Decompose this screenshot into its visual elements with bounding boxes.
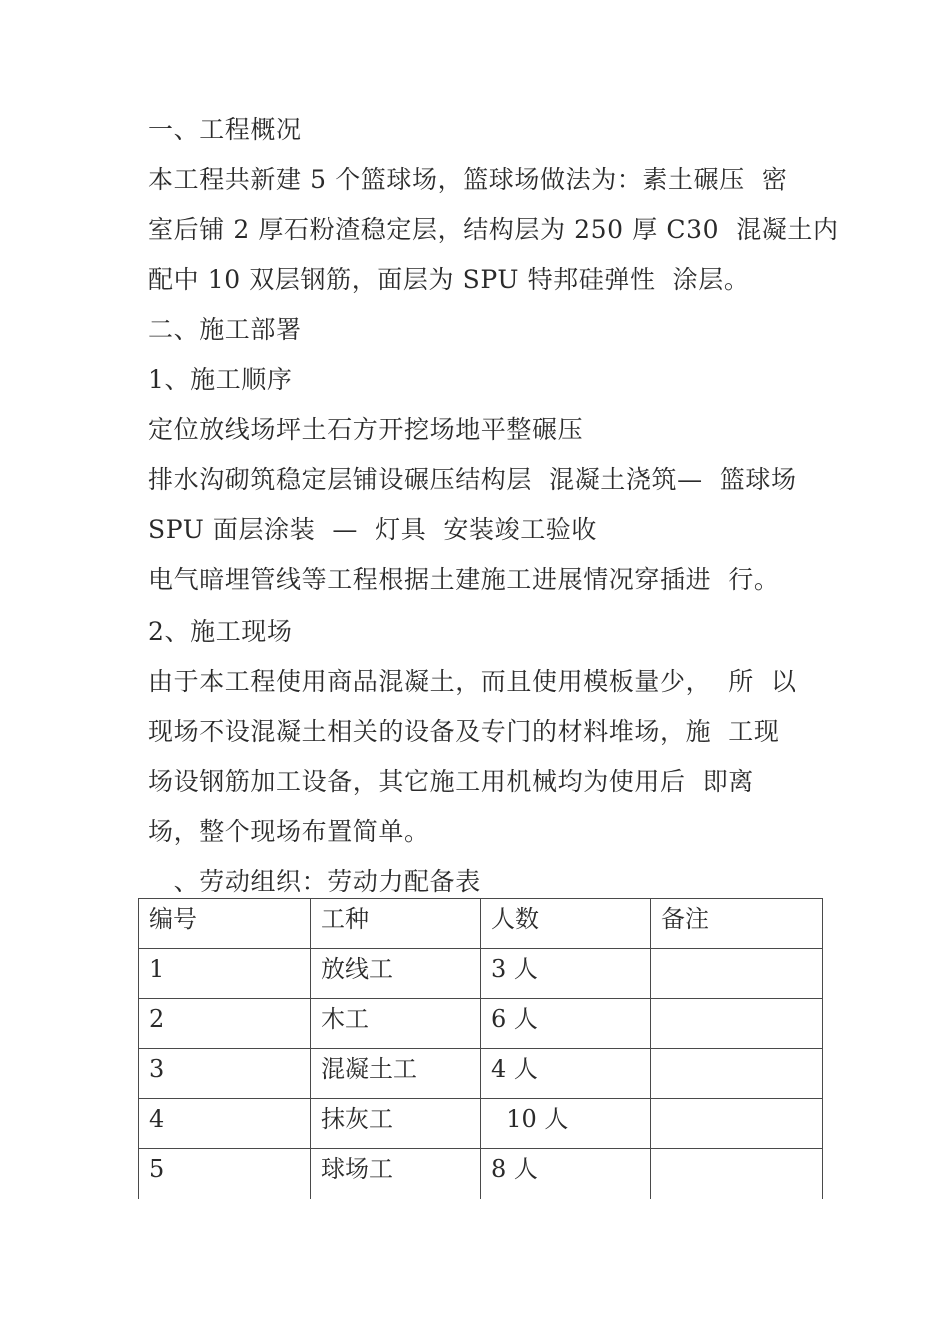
cell-headcount: 8 人: [481, 1149, 651, 1199]
paragraph-line: 排水沟砌筑稳定层铺设碾压结构层 混凝土浇筑— 篮球场: [148, 465, 797, 494]
cell-remarks: [651, 1149, 823, 1199]
table-title: 、劳动组织：劳动力配备表: [148, 867, 481, 896]
cell-trade: 放线工: [311, 949, 481, 999]
table-row: [139, 1049, 823, 1099]
table-row: [139, 1149, 823, 1199]
cell-trade: 混凝土工: [311, 1049, 481, 1099]
paragraph-line: 由于本工程使用商品混凝土，而且使用模板量少， 所 以: [148, 667, 797, 696]
paragraph-line: 配中 10 双层钢筋，面层为 SPU 特邦硅弹性 涂层。: [148, 265, 750, 294]
labor-table: [138, 898, 823, 1199]
cell-number: 5: [139, 1149, 311, 1199]
subheading-construction-site: 2、施工现场: [148, 617, 293, 646]
cell-number: 2: [139, 999, 311, 1049]
cell-trade: 木工: [311, 999, 481, 1049]
cell-headcount: 3 人: [481, 949, 651, 999]
paragraph-line: 场，整个现场布置简单。: [148, 817, 430, 846]
paragraph-line: 本工程共新建 5 个篮球场，篮球场做法为：素土碾压 密: [148, 165, 788, 194]
cell-remarks: [651, 1099, 823, 1149]
paragraph-line: 室后铺 2 厚石粉渣稳定层，结构层为 250 厚 C30 混凝土内: [148, 215, 839, 244]
cell-number: 4: [139, 1099, 311, 1149]
cell-remarks: [651, 949, 823, 999]
cell-number: 1: [139, 949, 311, 999]
cell-headcount: 4 人: [481, 1049, 651, 1099]
header-cell-headcount: 人数: [481, 899, 651, 949]
cell-remarks: [651, 1049, 823, 1099]
table-header-row: [139, 899, 823, 949]
paragraph-line: 场设钢筋加工设备，其它施工用机械均为使用后 即离: [148, 767, 754, 796]
cell-remarks: [651, 999, 823, 1049]
header-cell-remarks: 备注: [651, 899, 823, 949]
paragraph-line: 定位放线场坪土石方开挖场地平整碾压: [148, 415, 584, 444]
table-row: [139, 999, 823, 1049]
subheading-construction-sequence: 1、施工顺序: [148, 365, 293, 394]
header-cell-number: 编号: [139, 899, 311, 949]
table-row: [139, 949, 823, 999]
heading-project-overview: 一、工程概况: [148, 115, 302, 144]
cell-headcount: 6 人: [481, 999, 651, 1049]
cell-number: 3: [139, 1049, 311, 1099]
heading-construction-deployment: 二、施工部署: [148, 315, 302, 344]
table-row: [139, 1099, 823, 1149]
paragraph-line: 现场不设混凝土相关的设备及专门的材料堆场，施 工现: [148, 717, 780, 746]
cell-headcount: 10 人: [481, 1099, 651, 1149]
paragraph-line: 电气暗埋管线等工程根据土建施工进展情况穿插进 行。: [148, 565, 780, 594]
header-cell-trade: 工种: [311, 899, 481, 949]
paragraph-line: SPU 面层涂装 — 灯具 安装竣工验收: [148, 515, 598, 544]
cell-trade: 球场工: [311, 1149, 481, 1199]
cell-trade: 抹灰工: [311, 1099, 481, 1149]
